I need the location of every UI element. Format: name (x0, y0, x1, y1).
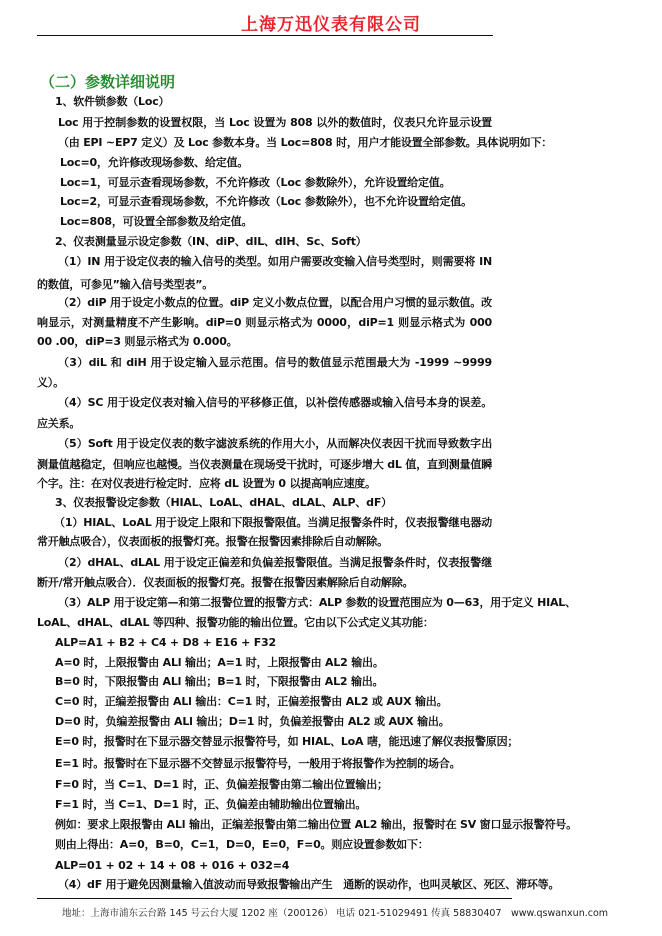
paragraph-line: C=0 时，正编差报警由 ALl 输出：C=1 时，正偏差报警由 AL2 或 AUX 输出。 (55, 695, 448, 708)
footer-contact: 地址：上海市浦东云台路 145 号云台大厦 1202 座（200126） 电话 021-51029491 传真 58830407 www.qswanxun.com (62, 908, 609, 919)
paragraph-line: （1）IN 用于设定仪表的输入信号的类型。如用户需要改变输入信号类型时，则需要将 IN (58, 255, 492, 268)
paragraph-line: E=1 时。报警时在下显示器不交替显示报警符号，一般用于将报警作为控制的场合。 (55, 757, 461, 770)
paragraph-line: Loc=1，可显示查看现场参数，不允许修改（Loc 参数除外），允许设置给定值。 (60, 176, 451, 189)
paragraph-line: （由 EPI ~EP7 定义）及 Loc 参数本身。当 Loc=808 时，用户才能设置全部参数。具体说明如下： (58, 136, 553, 149)
paragraph-line: （2）dHAL、dLAL 用于设定正偏差和负偏差报警限值。当满足报警条件时，仪表报警继 (58, 556, 492, 569)
paragraph-line: 00 .00，diP=3 则显示格式为 0.000。 (37, 335, 238, 348)
formula-line: ALP=01 + 02 + 14 + 08 + 016 + 032=4 (55, 859, 290, 872)
paragraph-line: 响显示，对测量精度不产生影响。diP=0 则显示格式为 0000，diP=1 则显示格式为 000 (37, 316, 492, 329)
paragraph-line: F=0 时，当 C=1、D=1 时，正、负偏差报警由第二输出位置输出； (55, 778, 388, 791)
paragraph-line: 测量值越稳定，但响应也越慢。当仪表测量在现场受干扰时，可逐步增大 dL 值，直到测量值瞬 (37, 458, 492, 471)
paragraph-line: Loc=2，可显示查看现场参数，不允许修改（Loc 参数除外），也不允许设置给定值。 (60, 195, 472, 208)
subsection-title: 3、仪表报警设定参数（HIAL、LoAL、dHAL、dLAL、ALP、dF） (55, 496, 392, 509)
paragraph-line: Loc=0，允许修改现场参数、给定值。 (60, 156, 249, 169)
paragraph-line: Loc=808，可设置全部参数及给定值。 (60, 215, 253, 228)
paragraph-line: LoAL、dHAL、dLAL 等四种、报警功能的输出位置。它由以下公式定义其功能： (37, 616, 434, 629)
paragraph-line: 断开/常开触点吸合）．仪表面板的报警灯亮。报警在报警因素解除后自动解除。 (37, 576, 414, 589)
paragraph-line: D=0 时，负编差报警由 ALl 输出；D=1 时，负偏差报警由 AL2 或 AUX 输出。 (55, 715, 450, 728)
paragraph-line: （4）dF 用于避免因测量输入值波动而导致报警输出产生 通断的误动作，也叫灵敏区、死区、滞环等。 (58, 878, 560, 891)
paragraph-line: （1）HIAL、LoAL 用于设定上限和下限报警限值。当满足报警条件时，仪表报警继电器动 (54, 516, 492, 529)
paragraph-line: 义）。 (37, 376, 64, 389)
header-divider (37, 35, 493, 36)
paragraph-line: 例如：要求上限报警由 ALl 输出，正编差报警由第二输出位置 AL2 输出，报警时在 SV 窗口显示报警符号。 (55, 818, 577, 831)
paragraph-line: （3）ALP 用于设定第—和第二报警位置的报警方式：ALP 参数的设置范围应为 0—63，用于定义 HIAL、 (58, 596, 576, 609)
footer-divider (37, 898, 512, 899)
formula-line: ALP=A1 + B2 + C4 + D8 + E16 + F32 (55, 636, 276, 649)
paragraph-line: 则由上得出：A=0，B=0，C=1，D=0，E=0，F=0。则应设置参数如下： (55, 838, 429, 851)
paragraph-line: F=1 时，当 C=1、D=1 时，正、负偏差由辅助输出位置输出。 (55, 798, 367, 811)
paragraph-line: （5）Soft 用于设定仪表的数字滤波系统的作用大小，从而解决仪表因干扰而导致数字出 (58, 437, 492, 450)
paragraph-line: E=0 时，报警时在下显示器交替显示报警符号，如 HIAL、LoA 嗐，能迅速了解仪表报警原因； (55, 735, 519, 748)
subsection-title: 2、仪表测量显示设定参数（IN、diP、dIL、dIH、Sc、Soft） (55, 235, 367, 248)
paragraph-line: 常开触点吸合），仪表面板的报警灯亮。报警在报警因素排除后自动解除。 (37, 535, 388, 548)
section-heading: （二）参数详细说明 (40, 73, 176, 91)
paragraph-line: （3）diL 和 diH 用于设定输入显示范围。信号的数值显示范围最大为 -1999 ~9999 (58, 356, 492, 369)
paragraph-line: B=0 时，下限报警由 ALl 输出；B=1 时，下限报警由 AL2 输出。 (55, 675, 384, 688)
paragraph-line: 的数值，可参见”输入信号类型表”。 (37, 278, 214, 291)
subsection-title: 1、软件锁参数（Loc） (55, 95, 170, 108)
paragraph-line: （4）SC 用于设定仪表对输入信号的平移修正值，以补偿传感器或输入信号本身的误差。 (58, 396, 492, 409)
paragraph-line: Loc 用于控制参数的设置权限，当 Loc 设置为 808 以外的数值时，仪表只允许显示设置 (58, 116, 492, 129)
paragraph-line: 应关系。 (37, 417, 81, 430)
paragraph-line: A=0 时，上限报警由 ALl 输出；A=1 时，上限报警由 AL2 输出。 (55, 656, 384, 669)
company-header: 上海万迅仪表有限公司 (241, 15, 421, 35)
paragraph-line: （2）diP 用于设定小数点的位置。diP 定义小数点位置，以配合用户习惯的显示数值。改 (58, 296, 492, 309)
paragraph-line: 个字。注：在对仪表进行检定时．应将 dL 设置为 0 以提高响应速度。 (37, 477, 376, 490)
